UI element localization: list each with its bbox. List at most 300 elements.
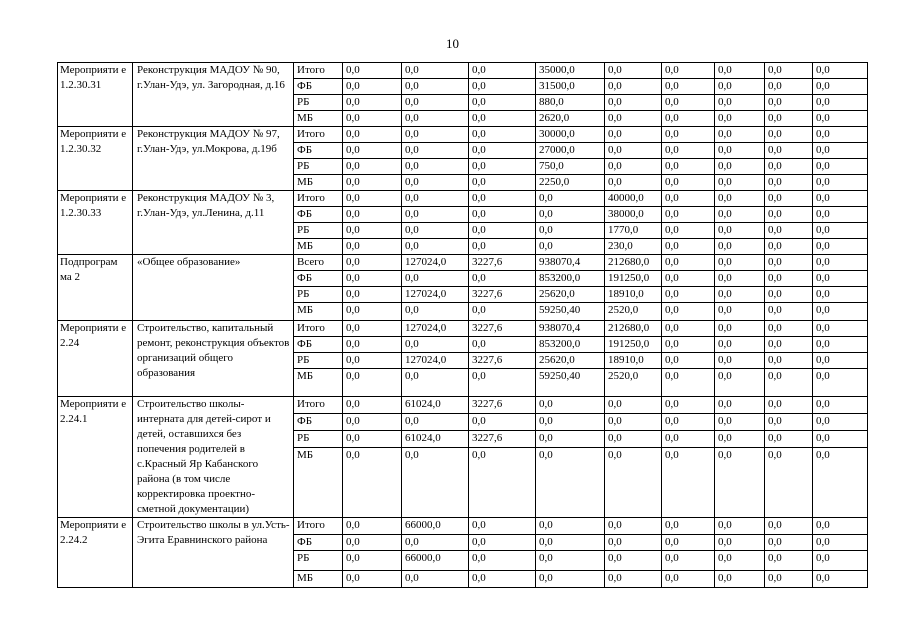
amount-cell: 0,0 <box>469 535 536 551</box>
amount-cell: 0,0 <box>469 223 536 239</box>
amount-cell: 0,0 <box>662 353 715 369</box>
funding-source-cell: РБ <box>294 95 343 111</box>
amount-cell: 0,0 <box>469 95 536 111</box>
amount-cell: 0,0 <box>715 79 765 95</box>
amount-cell: 0,0 <box>402 63 469 79</box>
amount-cell: 66000,0 <box>402 518 469 535</box>
event-name-cell: Реконструкция МАДОУ № 97, г.Улан-Удэ, ул.Мокрова, д.19б <box>133 127 294 191</box>
amount-cell: 0,0 <box>662 397 715 414</box>
amount-cell: 0,0 <box>765 111 813 127</box>
funding-source-cell: МБ <box>294 175 343 191</box>
amount-cell: 0,0 <box>402 191 469 207</box>
amount-cell: 0,0 <box>343 271 402 287</box>
amount-cell: 0,0 <box>765 571 813 588</box>
amount-cell: 0,0 <box>813 397 868 414</box>
amount-cell: 0,0 <box>402 127 469 143</box>
amount-cell: 0,0 <box>813 353 868 369</box>
amount-cell: 0,0 <box>813 127 868 143</box>
amount-cell: 0,0 <box>662 303 715 321</box>
amount-cell: 0,0 <box>662 159 715 175</box>
amount-cell: 0,0 <box>662 223 715 239</box>
amount-cell: 0,0 <box>813 337 868 353</box>
event-name-cell: «Общее образование» <box>133 255 294 321</box>
amount-cell: 2520,0 <box>605 303 662 321</box>
amount-cell: 0,0 <box>343 518 402 535</box>
amount-cell: 0,0 <box>469 111 536 127</box>
amount-cell: 59250,40 <box>536 303 605 321</box>
amount-cell: 191250,0 <box>605 271 662 287</box>
amount-cell: 0,0 <box>813 271 868 287</box>
amount-cell: 0,0 <box>469 159 536 175</box>
amount-cell: 0,0 <box>662 535 715 551</box>
page-number: 10 <box>446 36 459 51</box>
amount-cell: 0,0 <box>813 571 868 588</box>
amount-cell: 0,0 <box>402 369 469 397</box>
amount-cell: 0,0 <box>813 287 868 303</box>
amount-cell: 853200,0 <box>536 271 605 287</box>
event-code-cell: Мероприяти е 1.2.30.33 <box>58 191 133 255</box>
amount-cell: 0,0 <box>402 79 469 95</box>
amount-cell: 0,0 <box>469 337 536 353</box>
amount-cell: 0,0 <box>662 95 715 111</box>
funding-source-cell: РБ <box>294 159 343 175</box>
amount-cell: 0,0 <box>715 207 765 223</box>
amount-cell: 0,0 <box>343 63 402 79</box>
amount-cell: 0,0 <box>469 191 536 207</box>
funding-source-cell: ФБ <box>294 535 343 551</box>
amount-cell: 38000,0 <box>605 207 662 223</box>
amount-cell: 0,0 <box>765 447 813 517</box>
event-code-cell: Мероприяти е 2.24.2 <box>58 518 133 588</box>
amount-cell: 0,0 <box>402 303 469 321</box>
funding-source-cell: Итого <box>294 191 343 207</box>
amount-cell: 0,0 <box>536 397 605 414</box>
funding-source-cell: Итого <box>294 321 343 337</box>
amount-cell: 0,0 <box>662 337 715 353</box>
amount-cell: 0,0 <box>605 95 662 111</box>
amount-cell: 0,0 <box>402 571 469 588</box>
amount-cell: 0,0 <box>402 239 469 255</box>
funding-source-cell: ФБ <box>294 271 343 287</box>
amount-cell: 0,0 <box>343 79 402 95</box>
amount-cell: 0,0 <box>715 95 765 111</box>
amount-cell: 0,0 <box>605 79 662 95</box>
amount-cell: 0,0 <box>813 518 868 535</box>
amount-cell: 0,0 <box>402 271 469 287</box>
amount-cell: 0,0 <box>662 413 715 430</box>
amount-cell: 0,0 <box>765 413 813 430</box>
table-row <box>58 321 868 337</box>
amount-cell: 0,0 <box>813 551 868 571</box>
amount-cell: 0,0 <box>813 191 868 207</box>
amount-cell: 0,0 <box>469 518 536 535</box>
amount-cell: 127024,0 <box>402 255 469 271</box>
amount-cell: 0,0 <box>605 413 662 430</box>
amount-cell: 0,0 <box>813 535 868 551</box>
amount-cell: 3227,6 <box>469 353 536 369</box>
funding-source-cell: ФБ <box>294 413 343 430</box>
amount-cell: 127024,0 <box>402 321 469 337</box>
amount-cell: 0,0 <box>715 287 765 303</box>
amount-cell: 938070,4 <box>536 255 605 271</box>
funding-source-cell: ФБ <box>294 337 343 353</box>
amount-cell: 0,0 <box>662 571 715 588</box>
amount-cell: 0,0 <box>343 287 402 303</box>
amount-cell: 61024,0 <box>402 430 469 447</box>
amount-cell: 0,0 <box>402 207 469 223</box>
amount-cell: 0,0 <box>765 79 813 95</box>
event-code-cell: Мероприяти е 1.2.30.32 <box>58 127 133 191</box>
amount-cell: 0,0 <box>813 207 868 223</box>
amount-cell: 0,0 <box>469 207 536 223</box>
funding-source-cell: МБ <box>294 447 343 517</box>
amount-cell: 0,0 <box>813 447 868 517</box>
amount-cell: 0,0 <box>402 95 469 111</box>
amount-cell: 27000,0 <box>536 143 605 159</box>
amount-cell: 0,0 <box>402 535 469 551</box>
amount-cell: 30000,0 <box>536 127 605 143</box>
amount-cell: 0,0 <box>662 518 715 535</box>
funding-source-cell: МБ <box>294 303 343 321</box>
amount-cell: 0,0 <box>765 207 813 223</box>
amount-cell: 0,0 <box>662 143 715 159</box>
amount-cell: 0,0 <box>605 430 662 447</box>
amount-cell: 0,0 <box>402 337 469 353</box>
amount-cell: 0,0 <box>402 175 469 191</box>
amount-cell: 0,0 <box>765 175 813 191</box>
amount-cell: 0,0 <box>765 551 813 571</box>
funding-source-cell: Итого <box>294 518 343 535</box>
amount-cell: 0,0 <box>715 191 765 207</box>
amount-cell: 0,0 <box>662 271 715 287</box>
amount-cell: 0,0 <box>765 303 813 321</box>
amount-cell: 0,0 <box>813 95 868 111</box>
event-name-cell: Реконструкция МАДОУ № 90, г.Улан-Удэ, ул. Загородная, д.16 <box>133 63 294 127</box>
amount-cell: 0,0 <box>662 447 715 517</box>
amount-cell: 0,0 <box>813 239 868 255</box>
amount-cell: 0,0 <box>765 223 813 239</box>
amount-cell: 0,0 <box>402 447 469 517</box>
amount-cell: 0,0 <box>402 413 469 430</box>
funding-source-cell: МБ <box>294 111 343 127</box>
amount-cell: 0,0 <box>605 397 662 414</box>
amount-cell: 0,0 <box>605 447 662 517</box>
amount-cell: 18910,0 <box>605 353 662 369</box>
amount-cell: 0,0 <box>469 551 536 571</box>
amount-cell: 0,0 <box>605 535 662 551</box>
funding-source-cell: МБ <box>294 571 343 588</box>
amount-cell: 0,0 <box>605 111 662 127</box>
amount-cell: 0,0 <box>765 143 813 159</box>
amount-cell: 0,0 <box>343 397 402 414</box>
amount-cell: 0,0 <box>715 255 765 271</box>
amount-cell: 0,0 <box>715 535 765 551</box>
amount-cell: 0,0 <box>765 321 813 337</box>
funding-source-cell: Всего <box>294 255 343 271</box>
amount-cell: 0,0 <box>715 127 765 143</box>
amount-cell: 0,0 <box>343 175 402 191</box>
amount-cell: 0,0 <box>662 79 715 95</box>
amount-cell: 0,0 <box>343 207 402 223</box>
amount-cell: 0,0 <box>469 127 536 143</box>
amount-cell: 0,0 <box>813 413 868 430</box>
amount-cell: 0,0 <box>343 159 402 175</box>
amount-cell: 0,0 <box>343 430 402 447</box>
amount-cell: 0,0 <box>813 369 868 397</box>
event-code-cell: Подпрограм ма 2 <box>58 255 133 321</box>
amount-cell: 25620,0 <box>536 353 605 369</box>
amount-cell: 0,0 <box>765 518 813 535</box>
amount-cell: 0,0 <box>765 535 813 551</box>
amount-cell: 0,0 <box>765 287 813 303</box>
amount-cell: 853200,0 <box>536 337 605 353</box>
amount-cell: 0,0 <box>469 143 536 159</box>
funding-source-cell: Итого <box>294 63 343 79</box>
amount-cell: 938070,4 <box>536 321 605 337</box>
amount-cell: 0,0 <box>715 321 765 337</box>
table-row <box>58 255 868 271</box>
budget-table <box>57 62 868 588</box>
amount-cell: 0,0 <box>402 111 469 127</box>
amount-cell: 0,0 <box>469 239 536 255</box>
amount-cell: 0,0 <box>715 447 765 517</box>
amount-cell: 0,0 <box>343 369 402 397</box>
amount-cell: 0,0 <box>469 175 536 191</box>
amount-cell: 40000,0 <box>605 191 662 207</box>
funding-source-cell: МБ <box>294 369 343 397</box>
amount-cell: 0,0 <box>605 143 662 159</box>
amount-cell: 0,0 <box>662 287 715 303</box>
amount-cell: 3227,6 <box>469 397 536 414</box>
amount-cell: 0,0 <box>715 369 765 397</box>
amount-cell: 0,0 <box>813 111 868 127</box>
event-name-cell: Строительство школы в ул.Усть-Эгита Еравнинского района <box>133 518 294 588</box>
amount-cell: 0,0 <box>813 223 868 239</box>
amount-cell: 0,0 <box>662 239 715 255</box>
amount-cell: 0,0 <box>605 63 662 79</box>
amount-cell: 0,0 <box>469 63 536 79</box>
amount-cell: 0,0 <box>662 63 715 79</box>
amount-cell: 1770,0 <box>605 223 662 239</box>
amount-cell: 0,0 <box>662 111 715 127</box>
amount-cell: 0,0 <box>343 255 402 271</box>
amount-cell: 230,0 <box>605 239 662 255</box>
amount-cell: 127024,0 <box>402 287 469 303</box>
amount-cell: 0,0 <box>813 321 868 337</box>
amount-cell: 0,0 <box>662 321 715 337</box>
amount-cell: 0,0 <box>343 95 402 111</box>
amount-cell: 0,0 <box>715 143 765 159</box>
amount-cell: 0,0 <box>765 397 813 414</box>
amount-cell: 0,0 <box>469 369 536 397</box>
amount-cell: 0,0 <box>343 571 402 588</box>
amount-cell: 0,0 <box>813 175 868 191</box>
amount-cell: 0,0 <box>715 111 765 127</box>
amount-cell: 0,0 <box>765 63 813 79</box>
amount-cell: 0,0 <box>605 518 662 535</box>
amount-cell: 3227,6 <box>469 255 536 271</box>
amount-cell: 0,0 <box>715 239 765 255</box>
amount-cell: 0,0 <box>536 518 605 535</box>
amount-cell: 0,0 <box>402 159 469 175</box>
table-row <box>58 127 868 143</box>
amount-cell: 0,0 <box>343 223 402 239</box>
amount-cell: 0,0 <box>813 303 868 321</box>
amount-cell: 0,0 <box>343 337 402 353</box>
amount-cell: 0,0 <box>765 369 813 397</box>
amount-cell: 0,0 <box>605 175 662 191</box>
amount-cell: 0,0 <box>536 551 605 571</box>
amount-cell: 0,0 <box>765 353 813 369</box>
table-row <box>58 191 868 207</box>
event-code-cell: Мероприяти е 2.24.1 <box>58 397 133 518</box>
amount-cell: 0,0 <box>469 271 536 287</box>
amount-cell: 0,0 <box>343 127 402 143</box>
amount-cell: 0,0 <box>765 255 813 271</box>
amount-cell: 750,0 <box>536 159 605 175</box>
amount-cell: 0,0 <box>343 111 402 127</box>
amount-cell: 66000,0 <box>402 551 469 571</box>
amount-cell: 61024,0 <box>402 397 469 414</box>
amount-cell: 25620,0 <box>536 287 605 303</box>
amount-cell: 0,0 <box>813 143 868 159</box>
amount-cell: 0,0 <box>813 79 868 95</box>
amount-cell: 0,0 <box>536 430 605 447</box>
amount-cell: 0,0 <box>715 271 765 287</box>
amount-cell: 0,0 <box>605 127 662 143</box>
amount-cell: 0,0 <box>715 551 765 571</box>
amount-cell: 0,0 <box>469 413 536 430</box>
amount-cell: 0,0 <box>813 430 868 447</box>
amount-cell: 0,0 <box>715 571 765 588</box>
amount-cell: 0,0 <box>715 518 765 535</box>
funding-source-cell: РБ <box>294 223 343 239</box>
event-code-cell: Мероприяти е 2.24 <box>58 321 133 397</box>
amount-cell: 0,0 <box>662 551 715 571</box>
amount-cell: 0,0 <box>343 447 402 517</box>
amount-cell: 0,0 <box>715 159 765 175</box>
amount-cell: 59250,40 <box>536 369 605 397</box>
amount-cell: 0,0 <box>469 571 536 588</box>
funding-source-cell: ФБ <box>294 79 343 95</box>
amount-cell: 212680,0 <box>605 321 662 337</box>
amount-cell: 35000,0 <box>536 63 605 79</box>
amount-cell: 0,0 <box>536 207 605 223</box>
amount-cell: 0,0 <box>343 239 402 255</box>
amount-cell: 0,0 <box>343 353 402 369</box>
amount-cell: 0,0 <box>813 159 868 175</box>
funding-source-cell: РБ <box>294 430 343 447</box>
event-name-cell: Строительство школы-интерната для детей-сирот и детей, оставшихся без попечения родителей в с.Красный Яр Кабанского района (в том числе корректировка проектно-сметной документации) <box>133 397 294 518</box>
amount-cell: 0,0 <box>469 303 536 321</box>
funding-source-cell: РБ <box>294 551 343 571</box>
event-name-cell: Строительство, капитальный ремонт, реконструкция объектов организаций общего образования <box>133 321 294 397</box>
table-row <box>58 63 868 79</box>
amount-cell: 0,0 <box>469 79 536 95</box>
funding-source-cell: Итого <box>294 127 343 143</box>
amount-cell: 18910,0 <box>605 287 662 303</box>
amount-cell: 212680,0 <box>605 255 662 271</box>
amount-cell: 0,0 <box>715 63 765 79</box>
amount-cell: 0,0 <box>343 321 402 337</box>
amount-cell: 0,0 <box>605 571 662 588</box>
amount-cell: 0,0 <box>715 303 765 321</box>
amount-cell: 0,0 <box>715 430 765 447</box>
amount-cell: 0,0 <box>536 223 605 239</box>
amount-cell: 127024,0 <box>402 353 469 369</box>
event-name-cell: Реконструкция МАДОУ № 3, г.Улан-Удэ, ул.Ленина, д.11 <box>133 191 294 255</box>
amount-cell: 0,0 <box>536 571 605 588</box>
amount-cell: 0,0 <box>662 175 715 191</box>
amount-cell: 0,0 <box>605 159 662 175</box>
amount-cell: 3227,6 <box>469 430 536 447</box>
amount-cell: 2520,0 <box>605 369 662 397</box>
amount-cell: 880,0 <box>536 95 605 111</box>
amount-cell: 0,0 <box>343 303 402 321</box>
amount-cell: 0,0 <box>536 191 605 207</box>
amount-cell: 0,0 <box>715 397 765 414</box>
amount-cell: 0,0 <box>715 175 765 191</box>
amount-cell: 0,0 <box>343 535 402 551</box>
amount-cell: 0,0 <box>765 127 813 143</box>
amount-cell: 0,0 <box>765 95 813 111</box>
amount-cell: 0,0 <box>343 551 402 571</box>
amount-cell: 0,0 <box>662 369 715 397</box>
amount-cell: 0,0 <box>765 271 813 287</box>
amount-cell: 0,0 <box>469 447 536 517</box>
amount-cell: 191250,0 <box>605 337 662 353</box>
funding-source-cell: ФБ <box>294 143 343 159</box>
amount-cell: 0,0 <box>715 223 765 239</box>
table-row <box>58 397 868 414</box>
amount-cell: 0,0 <box>343 413 402 430</box>
amount-cell: 0,0 <box>765 337 813 353</box>
funding-source-cell: Итого <box>294 397 343 414</box>
amount-cell: 0,0 <box>662 191 715 207</box>
amount-cell: 0,0 <box>765 159 813 175</box>
amount-cell: 3227,6 <box>469 287 536 303</box>
amount-cell: 0,0 <box>343 143 402 159</box>
amount-cell: 0,0 <box>715 353 765 369</box>
amount-cell: 0,0 <box>402 143 469 159</box>
amount-cell: 2620,0 <box>536 111 605 127</box>
amount-cell: 0,0 <box>813 63 868 79</box>
funding-source-cell: РБ <box>294 287 343 303</box>
funding-source-cell: ФБ <box>294 207 343 223</box>
amount-cell: 0,0 <box>765 239 813 255</box>
amount-cell: 3227,6 <box>469 321 536 337</box>
amount-cell: 0,0 <box>662 207 715 223</box>
amount-cell: 0,0 <box>662 430 715 447</box>
amount-cell: 0,0 <box>536 239 605 255</box>
amount-cell: 2250,0 <box>536 175 605 191</box>
amount-cell: 0,0 <box>343 191 402 207</box>
table-row <box>58 518 868 535</box>
funding-source-cell: РБ <box>294 353 343 369</box>
amount-cell: 31500,0 <box>536 79 605 95</box>
amount-cell: 0,0 <box>536 413 605 430</box>
amount-cell: 0,0 <box>605 551 662 571</box>
table-body <box>58 63 868 588</box>
amount-cell: 0,0 <box>715 413 765 430</box>
amount-cell: 0,0 <box>765 191 813 207</box>
amount-cell: 0,0 <box>715 337 765 353</box>
amount-cell: 0,0 <box>765 430 813 447</box>
funding-source-cell: МБ <box>294 239 343 255</box>
amount-cell: 0,0 <box>536 535 605 551</box>
amount-cell: 0,0 <box>402 223 469 239</box>
amount-cell: 0,0 <box>536 447 605 517</box>
